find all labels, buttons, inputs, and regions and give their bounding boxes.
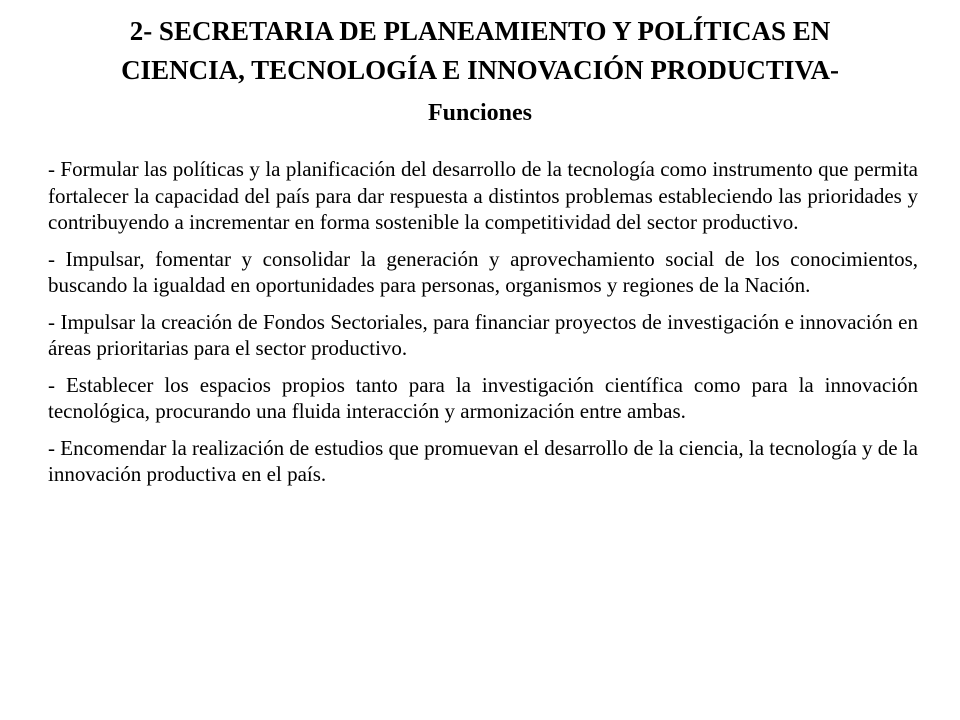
slide-title-line-1: 2- SECRETARIA DE PLANEAMIENTO Y POLÍTICAS EN: [129, 16, 831, 46]
function-item-1: - Formular las políticas y la planificación del desarrollo de la tecnología como instrumento que permita fortalecer la capacidad del país para dar respuesta a distintos problemas estableciendo las prioridades y contribuyendo a incrementar en forma sostenible la competitividad del sector productivo.: [48, 157, 918, 234]
slide-title: [20, 12, 940, 90]
function-item-4: - Establecer los espacios propios tanto para la investigación científica como para la innovación tecnológica, procurando una fluida interacción y armonización entre ambas.: [48, 372, 918, 423]
functions-list: [48, 156, 918, 498]
function-item-5: - Encomendar la realización de estudios que promuevan el desarrollo de la ciencia, la tecnología y de la innovación productiva en el país.: [48, 435, 918, 486]
slide-title-line-2: CIENCIA, TECNOLOGÍA E INNOVACIÓN PRODUCTIVA-: [121, 55, 839, 85]
function-item-2: - Impulsar, fomentar y consolidar la generación y aprovechamiento social de los conocimientos, buscando la igualdad en oportunidades para personas, organismos y regiones de la Nación.: [48, 246, 918, 297]
slide-subtitle: Funciones: [427, 100, 532, 126]
function-item-3: - Impulsar la creación de Fondos Sectoriales, para financiar proyectos de investigación e innovación en áreas prioritarias para el sector productivo.: [48, 309, 918, 360]
